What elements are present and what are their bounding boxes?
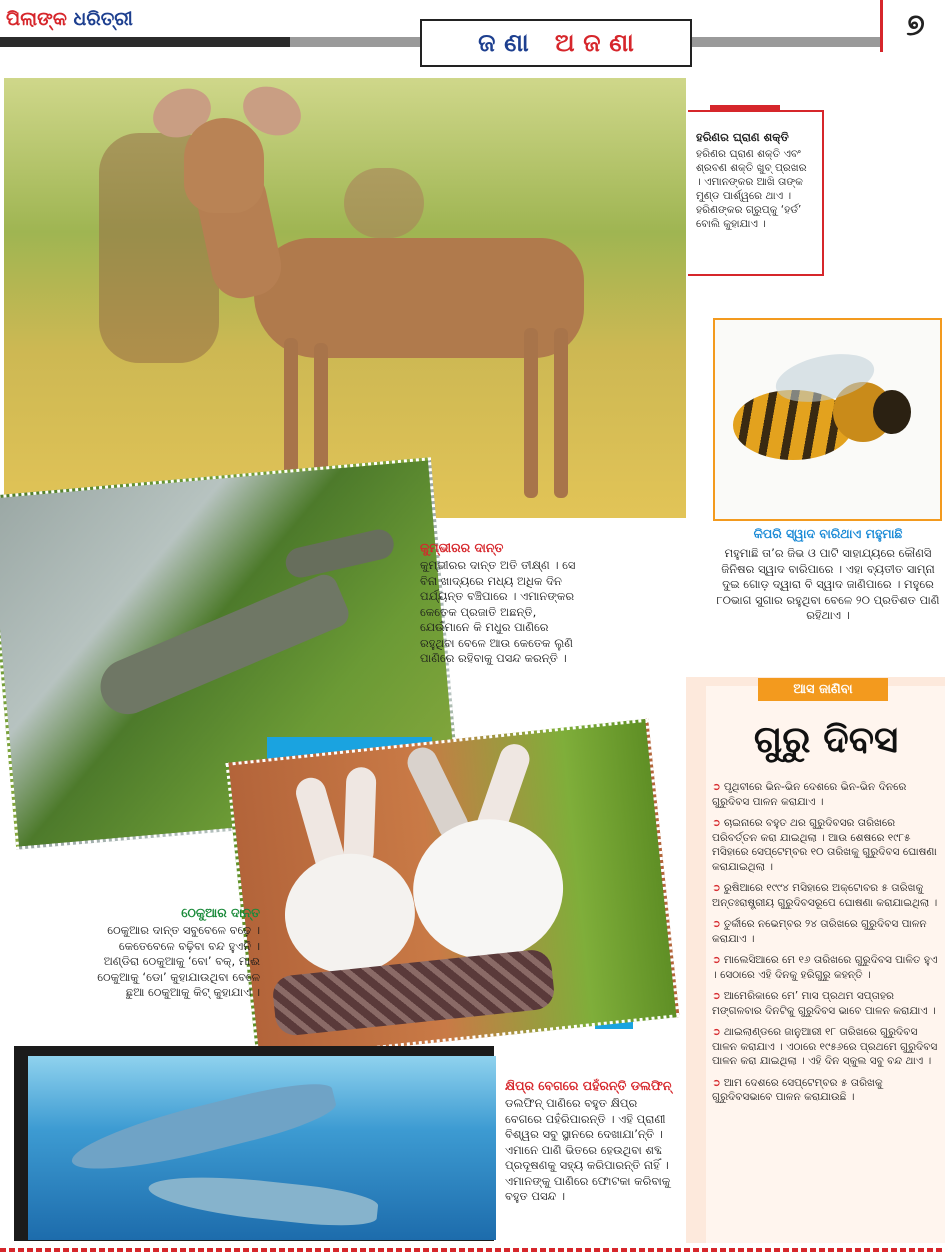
list-item-text: ଥାଇଲାଣ୍ଡରେ ଜାନୁଆରୀ ୧୮ ତାରିଖରେ ଗୁରୁଦିବସ ପାଳନ କରାଯାଏ । ଏଠାରେ ୧୯୫୬ରେ ପ୍ରଥମେ ଗୁରୁଦିବସ ପାଳନ କରା ଯାଇଥିଲା । ଏହି ଦିନ ସ୍କୁଲ ସବୁ ବନ୍ଦ ଥାଏ । (712, 1026, 938, 1067)
list-item (712, 953, 940, 982)
guru-divas-tag: ଆସ ଜାଣିବା (758, 678, 888, 701)
crocodile-heading: କୁମ୍ଭୀରର ଦାନ୍ତ (420, 540, 504, 555)
bullet-arrow-icon: ➲ (712, 1026, 721, 1038)
bee-heading: କିପରି ସ୍ୱାଦ ବାରିଥାଏ ମହୁମାଛି (753, 526, 903, 541)
deer-photo (4, 78, 686, 518)
bee-caption (712, 526, 944, 624)
deer-text: ହରିଣର ଘ୍ରାଣ ଶକ୍ତି ଏବଂ ଶ୍ରବଣ ଶକ୍ତି ଖୁବ୍ ପ୍ରଖର । ଏମାନଙ୍କର ଆଖି ତାଙ୍କ ମୁଣ୍ଡ ପାର୍ଶ୍ୱରେ ଥାଏ । ହରିଣଙ୍କର ଗ୍ରୁପ୍‌କୁ ‘ହର୍ଡ’ ବୋଲି କୁହାଯାଏ । (696, 148, 807, 230)
bullet-arrow-icon: ➲ (712, 1076, 721, 1089)
header-rule-gray-right (690, 37, 880, 47)
brand-logo (0, 2, 156, 36)
bullet-arrow-icon: ➲ (712, 918, 721, 930)
list-item-text: ଚାଇନାରେ ବହୁତ ଥର ଗୁରୁଦିବସର ତାରିଖରେ ପରିବର୍ତ୍ତନ କରା ଯାଇଥିଲା । ଆଉ ଶେଷରେ ୧୯୮୫ ମସିହାରେ ସେପ୍ଟେମ୍ବର ୧୦ ତାରିଖକୁ ଗୁରୁଦିବସ ଘୋଷଣା କରାଯାଇଥିଲା । (712, 817, 937, 873)
deer-heading: ହରିଣର ଘ୍ରାଣ ଶକ୍ତି (696, 130, 789, 144)
deer-head-shape (184, 118, 264, 213)
dolphin-photo (28, 1056, 496, 1240)
list-item (712, 1025, 940, 1069)
bullet-arrow-icon: ➲ (712, 817, 721, 829)
list-item-text: ତୁର୍କୀରେ ନଭେମ୍ବର ୨୪ ତାରିଖରେ ଗୁରୁଦିବସ ପାଳନ କରାଯାଏ । (712, 918, 927, 945)
background-deer-shape (344, 168, 424, 238)
list-item-text: ପୃଥିବୀରେ ଭିନ-ଭିନ ଦେଶରେ ଭିନ-ଭିନ ଦିନରେ ଗୁରୁଦିବସ ପାଳନ କରାଯାଏ । (712, 781, 907, 808)
list-item-text: ରୁଷିଆରେ ୧୯୯୪ ମସିହାରେ ଅକ୍ଟୋବର ୫ ତାରିଖକୁ ଅନ୍ତଃରାଷ୍ଟ୍ରୀୟ ଗୁରୁଦିବସରୂପେ ଘୋଷଣା କରାଯାଇଥିଲା । (712, 882, 938, 909)
list-item-text: ଆମେରିକାରେ ମେ’ ମାସ ପ୍ରଥମ ସପ୍ତାହର ମଙ୍ଗଳବାର ଦିନଟିକୁ ଗୁରୁଦିବସ ଭାବେ ପାଳନ କରାଯାଏ । (712, 990, 936, 1017)
bee-text: ମହୁମାଛି ତା’ର ଜିଭ ଓ ପାଟି ସାହାଯ୍ୟରେ କୌଣସି ଜିନିଷର ସ୍ୱାଦ ବାରିପାରେ । ଏହା ବ୍ୟତୀତ ସାମ୍ନା ଦୁଇ ଗୋଡ଼ ଦ୍ୱାରା ବି ସ୍ୱାଦ ଜାଣିପାରେ । ମହୁରେ ୮୦ଭାଗ ସୁଗାର ରହୁଥିବା ବେଳେ ୨୦ ପ୍ରତିଶତ ପାଣି ରହିଥାଏ । (716, 546, 940, 622)
crocodile-body-shape (92, 570, 353, 722)
footer-rule (0, 1248, 945, 1252)
list-item (712, 1076, 940, 1105)
dolphin-shape (66, 1074, 339, 1184)
list-item-text: ମାଲେସିଆରେ ମେ ୧୬ ତାରିଖରେ ଗୁରୁଦିବସ ପାଳିତ ହୁଏ । ସେଠାରେ ଏହି ଦିନକୁ ହରିଗୁରୁ କହନ୍ତି । (712, 954, 938, 981)
crocodile-tail-shape (283, 527, 397, 581)
bee-photo (713, 318, 942, 521)
dolphin-text: ଡଲଫିନ୍ ପାଣିରେ ବହୁତ କ୍ଷିପ୍ର ବେଗରେ ପହଁରିପାରନ୍ତି । ଏହି ପ୍ରାଣୀ ବିଶ୍ୱର ସବୁ ସ୍ଥାନରେ ଦେଖାଯା’ନ୍ତି । ଏମାନେ ପାଣି ଭିତରେ ହେଉଥିବା ଶବ୍ଦ ପ୍ରଦୂଷଣକୁ ସହ୍ୟ କରିପାରନ୍ତି ନାହିଁ । ଏମାନଙ୍କୁ ପାଣିରେ ଫୋଟକା କରିବାକୁ ବହୁତ ପସନ୍ଦ । (505, 1096, 671, 1203)
deer-info-box (688, 110, 824, 276)
dolphin-caption (505, 1078, 675, 1205)
list-item (712, 917, 940, 946)
crocodile-text: କୁମ୍ଭୀରର ଦାନ୍ତ ଅତି ତୀକ୍ଷ୍ଣ । ସେ ବିନା ଖାଦ୍ୟରେ ମଧ୍ୟ ଅଧିକ ଦିନ ପର୍ଯ୍ୟନ୍ତ ବଞ୍ଚିପାରେ । ଏମାନଙ୍କର କେତେକ ପ୍ରଜାତି ଅଛନ୍ତି, ଯେଉଁମାନେ କି ମଧୁର ପାଣିରେ ରହୁଥିବା ବେଳେ ଆଉ କେତେକ ଲୁଣି ପାଣିରେ ରହିବାକୁ ପସନ୍ଦ କରନ୍ତି । (420, 558, 576, 665)
dolphin-shape (147, 1169, 380, 1231)
dolphin-heading: କ୍ଷିପ୍ର ବେଗରେ ପହଁରନ୍ତି ଡଲଫିନ୍ (505, 1078, 672, 1093)
bullet-arrow-icon: ➲ (712, 990, 721, 1002)
deer-leg-shape (554, 328, 568, 498)
bullet-arrow-icon: ➲ (712, 882, 721, 894)
deer-leg-shape (524, 328, 538, 498)
brand-part2: ଧରିତ୍ରୀ (73, 8, 133, 30)
rabbit-text: ଠେକୁଆର ଦାନ୍ତ ସବୁବେଳେ ବଢ଼େ । କେତେବେଳେ ବଢ଼ିବା ବନ୍ଦ ହୁଏନି । ଅଣ୍ଡିରା ଠେକୁଆକୁ ‘ବୋ’ ବକ୍, ମାଈ ଠେକୁଆକୁ ‘ଡୋ’ କୁହାଯାଉଥିବା ବେଳେ ଛୁଆ ଠେକୁଆକୁ କିଟ୍ କୁହାଯାଏ । (97, 923, 260, 999)
brand-part1: ପିଲାଙ୍କ (6, 8, 67, 30)
rabbit-heading: ଠେକୁଆର ଦାନ୍ତ (181, 905, 260, 920)
deer-box-accent (710, 105, 780, 111)
list-item (712, 989, 940, 1018)
bee-head-shape (873, 390, 911, 434)
rabbit-shape (406, 812, 570, 967)
list-item (712, 780, 940, 809)
section-title-part2: ଅ ଜ ଣା (554, 28, 634, 57)
section-title-part1: ଜ ଣା (478, 28, 529, 57)
rabbit-photo (225, 719, 679, 1062)
section-title (420, 19, 692, 67)
page-number: ୭ (880, 0, 945, 52)
rabbit-ear-shape (343, 767, 376, 868)
header-rule-dark (0, 37, 290, 47)
guru-divas-list (712, 780, 940, 1112)
list-item (712, 816, 940, 874)
rabbit-shape (279, 847, 421, 980)
guru-divas-title: ଗୁରୁ ଦିବସ (753, 718, 899, 761)
list-item (712, 881, 940, 910)
crocodile-caption (420, 540, 585, 667)
bullet-arrow-icon: ➲ (712, 954, 721, 966)
rabbit-caption (90, 905, 260, 1001)
list-item-text: ଆମ ଦେଶରେ ସେପ୍ଟେମ୍ବର ୫ ତାରିଖକୁ ଗୁରୁଦିବସଭାବେ ପାଳନ କରାଯାଉଛି । (712, 1076, 883, 1103)
header-rule-gray (290, 37, 420, 47)
bullet-arrow-icon: ➲ (712, 781, 721, 793)
